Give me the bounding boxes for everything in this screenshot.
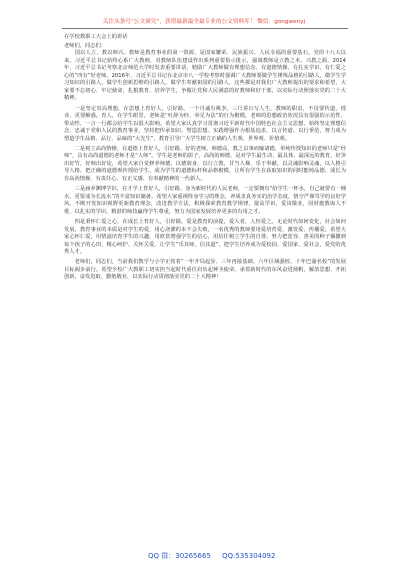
paragraph-morality: 二是树立高尚情操，在道德上育好人，引好路。好的老师，师德高，教之以事而喻诸德，单纯传授知识的老师只是“经师”，具有高尚道德的老师才是“人师”。学生是老师的影子，高尚的师德，是对学生最生动、最具体、最深远的教育，好笋出好竹，好师出好徒，希望大家自觉修养师德，以德润身、以行立教，甘当人梯、乐于奉献，以灵魂影响灵魂，以人格引导人格，把正确的道德观传授给学生，成为学生的道德标杆和品格楷模，让所有学生在获取知识的同时能铸品德，成长为有高尚情操、有责任心、有正义感、有奉献精神的一代新人。 (64, 145, 346, 183)
document-body (64, 34, 346, 283)
qq-contact: QQ:535304092 (222, 552, 276, 560)
qq-group-contact: QQ 群：30265665 (148, 552, 211, 560)
header-banner (0, 18, 408, 26)
paragraph-ideals: 一是坚定崇高理想，在思想上育好人，引好路。一个丹诚有桃李，三尺讲台写人生，教师的职责，不仅要传道、授业，更要解惑，育人，在学生眼里，老师是“吐辞为经、举足为法”的行为楷模，老师的思想政治状况具有很强的示范性、带动性，一言一行都会给学生以很大影响。希望大家认真学习贯彻习近平新时代中国特色社会主义思想，始终坚定理想信念，忠诚于党和人民的教育事业，坚持把传承知识、塑造思想、实践增强作为根基追求，以言传道、以行垂范，努力成为塑造学生品格、品行、品味的“大先生”，教育引导广大学生树立正确的人生观、世界观、价值观。 (64, 105, 346, 142)
paragraph-learning: 三是涵养渊博学识，在才学上育好人，引好路。身为新时代的人民老师，一定要拥有“给学生一杯水，自己就要有一桶水，更要成为长流水”的丰富知识储备。希望大家重视终身学习的理念，养成求真务实的治学态度，恪守严谨笃学的良好学风，不断开发知识视野更新教育理念，改进教学方法，积极探索教育教学规律，提高学识，爱岗敬业，因材施教诲人不倦，以扎实的学识，精湛的师技赢得学生尊重，努力为国家发展培养更多的有用之才。 (64, 186, 346, 215)
paragraph-intro: 国以人立，教以师兴。教师是教育事业的第一资源、是国家繁荣、民族振兴、人民幸福的重要基石，党的十八大以来，习近平总书记始终心系广大教师，对教师队伍建设作出系列重要指示批示，强调教师是立教之本、兴教之源。2014年，习近平总书记考察北京师范大学时发表重要讲话，勉励广大教师做有理想信念、有道德情操、有扎实学识、有仁爱之心的“四有”好老师。2016年，习近平总书记在北京市八一学校考察时强调广大教师要做学生锤炼品格的引路人，做学生学习知识的引路人，做学生创新思维的引路人，做学生奉献祖国的引路人。这些都是对我们广大教师提出的要求和希望，大家要不忘初心、牢记使命，扎根教育、培养学生，争做让党和人民满意的好教师和好干部，以实际行动照落实党的二十大精神。 (64, 50, 346, 102)
banner-text: 关注头条号“公文研究”，获得最新最全最专业的公文资料库！ 微信：gongwenyj (102, 19, 306, 25)
paragraph-closing: 老师们，同志们，当前我们教学与小学正按着“一年开局起步、三年再接基础、六年区域强校、十年巴渝名校”的发展目标阔步前行。希望全校广大教职工切实担当起时代重任肩负起神圣使命，承着新时代的东风奋进扬帆，解放思想、开拓创新，奋发进取、勤勉敬业，以实际行动贯彻落实党的二十大精神！ (64, 259, 346, 281)
footer (0, 551, 408, 561)
document-title: 在学校教职工大会上的讲话 (64, 34, 128, 40)
header-divider (62, 28, 348, 29)
paragraph-care: 四是秉怀仁爱之心，在成长上育好人，引好路。爱是教育的前提，爱人者，人恒爱之。无论时代如何变化，社会如何发展，教育事业的本质是对学生的爱，用心浇灌的本不会失败，一名优秀的教师要用爱培育爱、激发爱、传播爱。希望大家心怀仁爱，用情滋培育学生的兴趣，用欣赏增强学生的信心，用信任树立学生的自尊，努力把宽容、善美的种子播撒到每个孩子的心田，精心呵护、关怀关爱，让学生“乐其师，信其道”，把学生培养成为爱校园、爱国家、爱社会，爱党的优秀人才。 (64, 218, 346, 256)
greeting: 老师们，同志们： (64, 42, 106, 49)
